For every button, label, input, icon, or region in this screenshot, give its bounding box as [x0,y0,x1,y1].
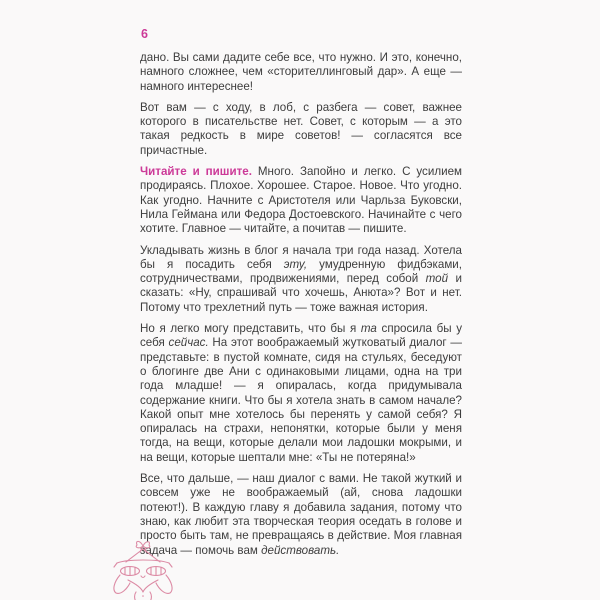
page-number: 6 [141,27,149,41]
body-text: На этот воображаемый жутковатый диалог — представьте: в пустой комнате, сидя на стульях, беседуют о блогинге две Ани с одинаковыми лицами, одна на три года младше! — я опиралась, когда придумывала содержание книги. Что бы я хотела знать в самом начале? Какой опыт мне хотелось бы перенять у самой себя? Я опиралась на страхи, непонятки, которые были у меня тогда, на вещи, которые делали мои ладошки мокрыми, и на вещи, которые шептали мне: «Ты не потеряна!» [140,336,462,464]
emphasized-text: та [360,322,377,336]
emphasized-text: эту, [283,257,308,271]
body-text: дано. Вы сами дадите себе все, что нужно. И это, конечно, намного сложнее, чем «сторителлинговый дар». А еще — намного интереснее! [140,51,462,93]
body-text: спросила бы у себя [140,322,463,350]
paragraph [140,101,462,158]
text-block [140,51,462,565]
body-text: Все, что дальше, — наш диалог с вами. Не такой жуткий и совсем уже не воображаемый (ай, снова ладошки потеют!). В каждую главу я добавила задания, потому что знаю, как любит эта творческая теория оседать в голове и просто быть там, не превращаясь в действие. Моя главная задача — помочь вам [140,472,462,557]
paragraph [140,51,462,94]
body-text: Укладывать жизнь в блог я начала три года назад. Хотела бы я посадить себя [140,243,462,271]
emphasized-text: той [425,272,449,286]
paragraph-lead-text: Читайте и пишите. [140,165,252,179]
body-text: и сказать: «Ну, спрашивай что хочешь, Анюта»? Вот и нет. Потому что трехлетний путь — тоже важная история. [140,272,462,314]
body-text: умудренную фидбэками, сотрудничествами, продвижениями, перед собой [140,257,462,286]
body-text: Много. Запойно и легко. С усилием продираясь. Плохое. Хорошее. Старое. Новое. Что угодно. Как угодно. Начните с Аристотеля или Чарльза Буковски, Нила Геймана или Федора Достоевского. Начинайте с чего хотите. Главное — читайте, а почитав — пишите. [140,165,462,236]
doodle-figure-illustration [100,536,195,600]
paragraph [140,322,462,465]
body-text: Вот вам — с ходу, в лоб, с разбега — совет, важнее которого в писательстве нет. Совет, с которым — а это такая редкость в мире советов! — согласятся все причастные. [140,100,462,157]
body-text: Но я легко могу представить, что бы я [140,322,361,336]
paragraph [140,165,462,236]
paragraph [140,244,462,315]
emphasized-text: сейчас. [168,336,209,350]
emphasized-text: действовать. [261,543,340,557]
